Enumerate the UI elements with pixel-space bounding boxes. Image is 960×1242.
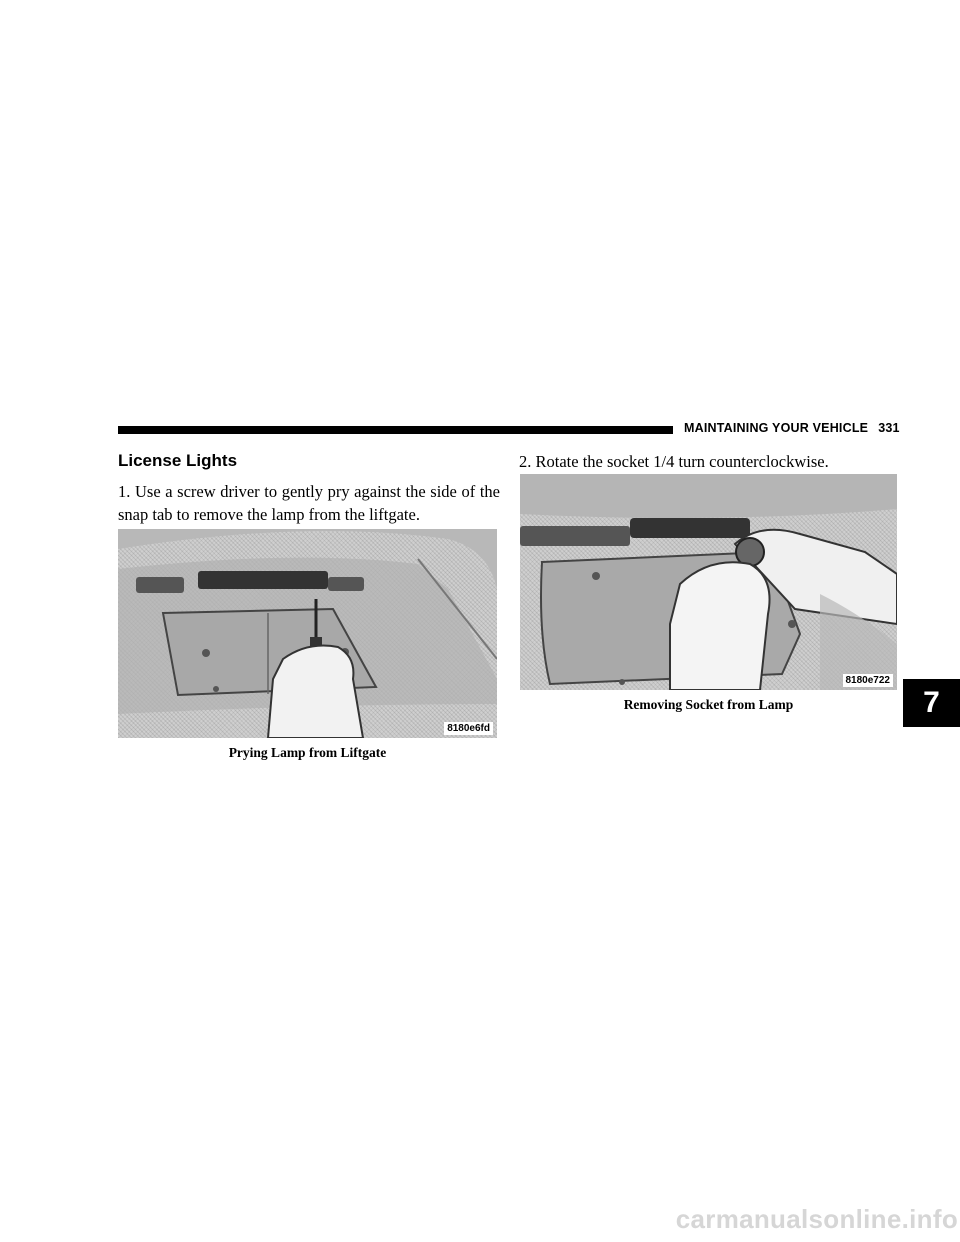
figure-caption: Prying Lamp from Liftgate [228,745,387,760]
figure-code: 8180e722 [843,674,894,687]
step-1-text: 1. Use a screw driver to gently pry against the side of the snap tab to remove the lamp from the liftgate. [118,482,500,524]
watermark: carmanualsonline.info [675,1204,958,1234]
page-number: 331 [878,421,900,435]
chapter-tab: 7 [903,679,960,727]
figure-caption: Removing Socket from Lamp [623,697,794,712]
figure-prying-lamp [118,529,497,738]
step-2-text: 2. Rotate the socket 1/4 turn counterclockwise. [519,452,829,471]
page-header [684,421,900,435]
figure-removing-socket [520,474,897,690]
header-rule [118,426,673,434]
header-section-title: MAINTAINING YOUR VEHICLE [684,421,869,435]
figure-code: 8180e6fd [444,722,493,735]
removing-socket-illustration [520,474,897,690]
prying-lamp-illustration [118,529,497,738]
section-title: License Lights [118,451,238,470]
